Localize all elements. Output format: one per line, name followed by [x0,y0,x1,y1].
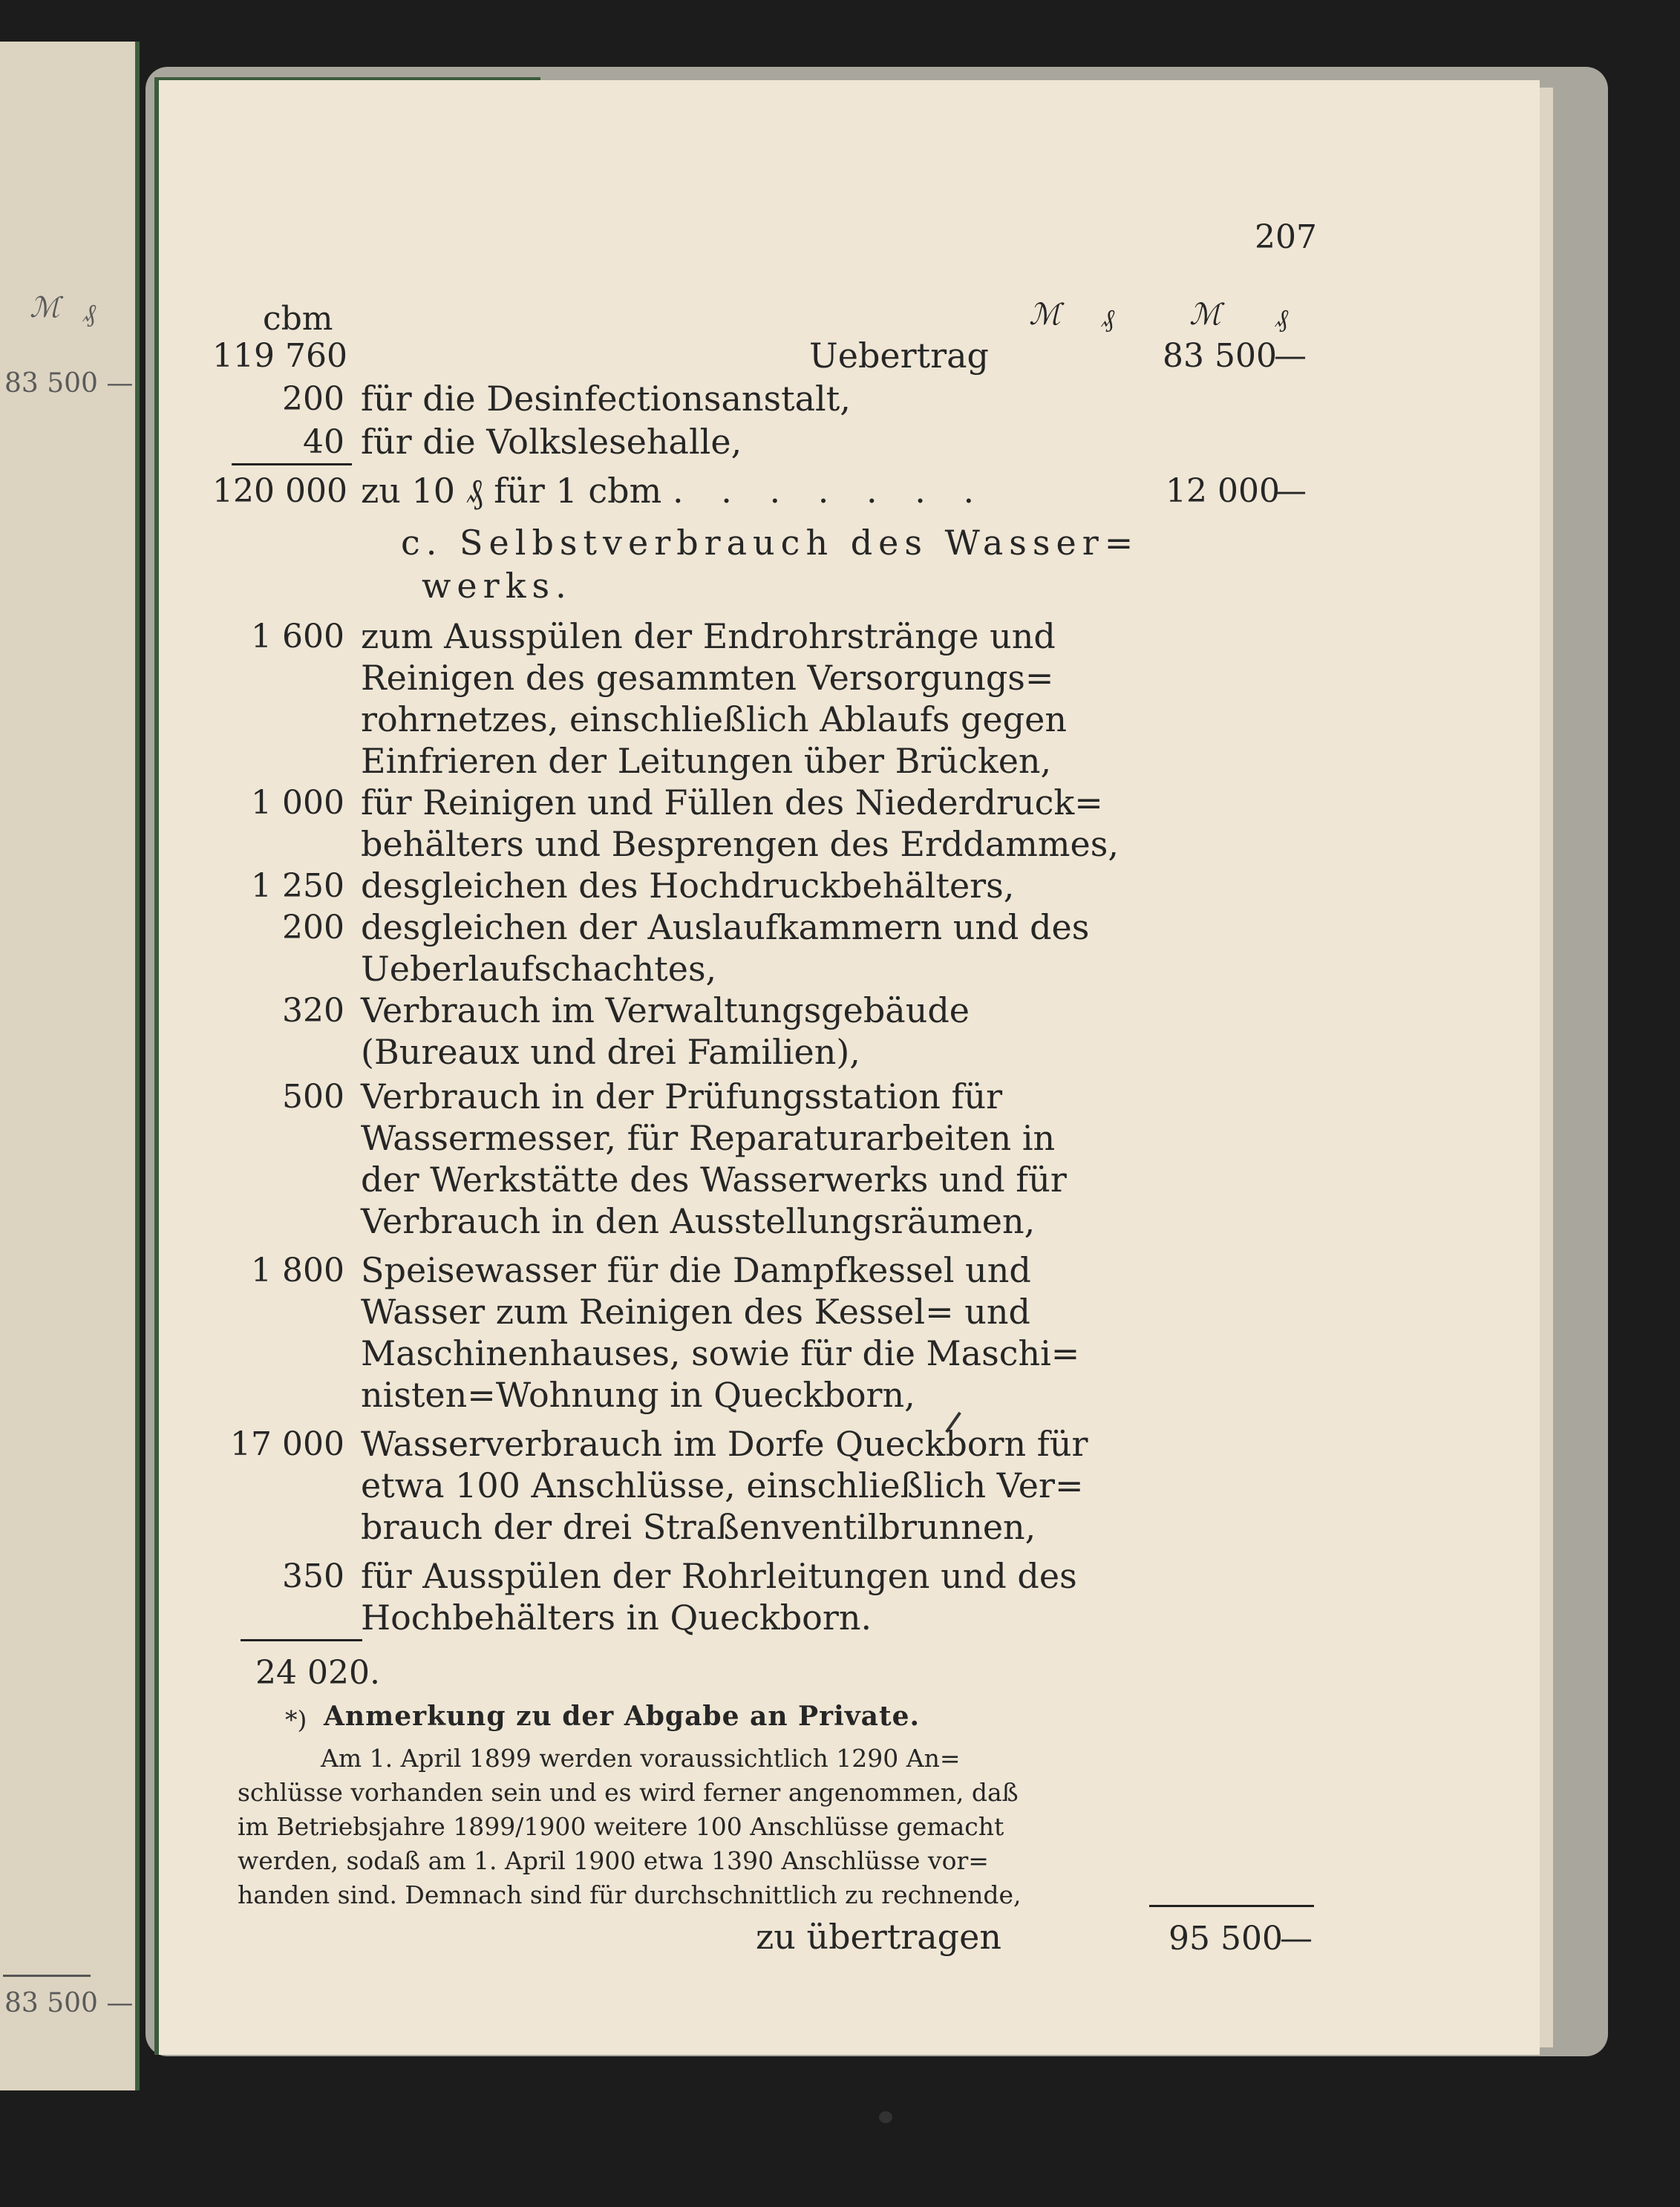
mark-header-2: ℳ [1189,298,1221,332]
carry-out-sum: 95 500 [1169,1920,1283,1958]
carry-in-sum: 83 500 [1163,337,1277,375]
prev-mark-symbol: ℳ [30,291,60,324]
entry-6-amount: 500 [282,1078,344,1116]
b-row-1-text: für die Desinfectionsanstalt, [361,379,851,419]
entry-1-amount: 1 600 [251,618,344,655]
entry-4-line-2: Ueberlaufschachtes, [361,949,717,989]
entry-7-line-2: Wasser zum Reinigen des Kessel= und [361,1292,1030,1332]
entry-4-line-1: desgleichen der Auslaufkammern und des [361,907,1090,947]
ink-spot [879,2111,892,2123]
entry-2-line-1: für Reinigen und Füllen des Niederdruck= [361,782,1103,823]
cbm-header: cbm [263,300,333,338]
b-row-2-text: für die Volkslesehalle, [361,422,742,462]
b-total-dots: . . . . . . . [673,471,988,511]
b-sum-rule [232,463,352,465]
entry-5-line-1: Verbrauch im Verwaltungsgebäude [361,990,970,1030]
b-row-1-amount: 200 [282,380,344,418]
carry-in-amount: 119 760 [212,337,347,375]
page-number: 207 [1255,218,1317,256]
c-sum-rule [241,1639,362,1641]
entry-7-line-1: Speisewasser für die Dampfkessel und [361,1250,1031,1290]
entry-1-line-3: rohrnetzes, einschließlich Ablaufs gegen [361,699,1067,739]
carry-in-dash: — [1274,337,1307,375]
entry-3-line-1: desgleichen des Hochdruckbehälters, [361,866,1015,906]
pf-header-2: ₰ [1275,304,1288,333]
entry-5-line-2: (Bureaux und drei Familien), [361,1032,860,1072]
entry-8-amount: 17 000 [230,1425,344,1463]
entry-9-amount: 350 [282,1557,344,1595]
footnote-line-3: im Betriebsjahre 1899/1900 weitere 100 Anschlüsse gemacht [238,1812,1004,1841]
entry-6-line-3: der Werkstätte des Wasserwerks und für [361,1160,1067,1200]
entry-7-line-4: nisten=Wohnung in Queckborn, [361,1375,915,1415]
footnote-line-5: handen sind. Demnach sind für durchschnittlich zu rechnende, [238,1880,1022,1909]
entry-9-line-2: Hochbehälters in Queckborn. [361,1598,872,1638]
entry-8-line-1: Wasserverbrauch im Dorfe Queckborn für [361,1424,1088,1464]
b-total-dash: — [1274,472,1307,510]
c-total: 24 020. [255,1654,380,1692]
pf-header-1: ₰ [1102,304,1114,333]
b-total-text: zu 10 ₰ für 1 cbm [361,471,662,511]
footnote-title: Anmerkung zu der Abgabe an Private. [324,1701,921,1732]
entry-7-amount: 1 800 [251,1252,344,1289]
carry-out-label: zu übertragen [756,1917,1001,1957]
b-row-2-amount: 40 [303,423,344,461]
entry-2-amount: 1 000 [251,784,344,822]
mark-header-1: ℳ [1029,298,1061,332]
b-total-sum: 12 000 [1166,472,1280,510]
page-edge [1540,88,1553,2047]
c-heading-line-1: c. Selbstverbrauch des Wasser= [401,523,1140,563]
prev-top-amount: 83 500 — [4,368,134,399]
entry-8-line-2: etwa 100 Anschlüsse, einschließlich Ver= [361,1465,1084,1505]
previous-page-sliver [0,42,140,2090]
entry-1-line-4: Einfrieren der Leitungen über Brücken, [361,741,1052,781]
footnote-line-4: werden, sodaß am 1. April 1900 etwa 1390 Anschlüsse vor= [238,1846,989,1875]
entry-2-line-2: behälters und Besprengen des Erddammes, [361,824,1119,864]
entry-3-amount: 1 250 [251,867,344,905]
c-heading-line-2: werks. [422,566,572,606]
prev-rule [3,1975,91,1977]
footnote-marker: *) [285,1705,307,1734]
entry-1-line-2: Reinigen des gesammten Versorgungs= [361,658,1054,698]
prev-bottom-amount: 83 500 — [4,1988,134,2018]
entry-6-line-4: Verbrauch in den Ausstellungsräumen, [361,1201,1036,1241]
entry-7-line-3: Maschinenhauses, sowie für die Maschi= [361,1333,1080,1373]
entry-6-line-1: Verbrauch in der Prüfungsstation für [361,1076,1003,1116]
footnote-line-2: schlüsse vorhanden sein und es wird ferner angenommen, daß [238,1778,1019,1807]
prev-pf-symbol: ₰ [83,298,96,328]
footnote-line-1: Am 1. April 1899 werden voraussichtlich 1290 An= [321,1744,961,1773]
entry-8-line-3: brauch der drei Straßenventilbrunnen, [361,1507,1036,1547]
b-total-amount: 120 000 [212,472,347,510]
entry-5-amount: 320 [282,992,344,1030]
carry-out-dash: — [1280,1920,1313,1958]
carry-out-rule [1149,1905,1314,1907]
entry-9-line-1: für Ausspülen der Rohrleitungen und des [361,1556,1077,1596]
entry-6-line-2: Wassermesser, für Reparaturarbeiten in [361,1118,1056,1158]
carry-in-label: Uebertrag [809,336,989,376]
entry-1-line-1: zum Ausspülen der Endrohrstränge und [361,616,1056,656]
entry-4-amount: 200 [282,909,344,946]
